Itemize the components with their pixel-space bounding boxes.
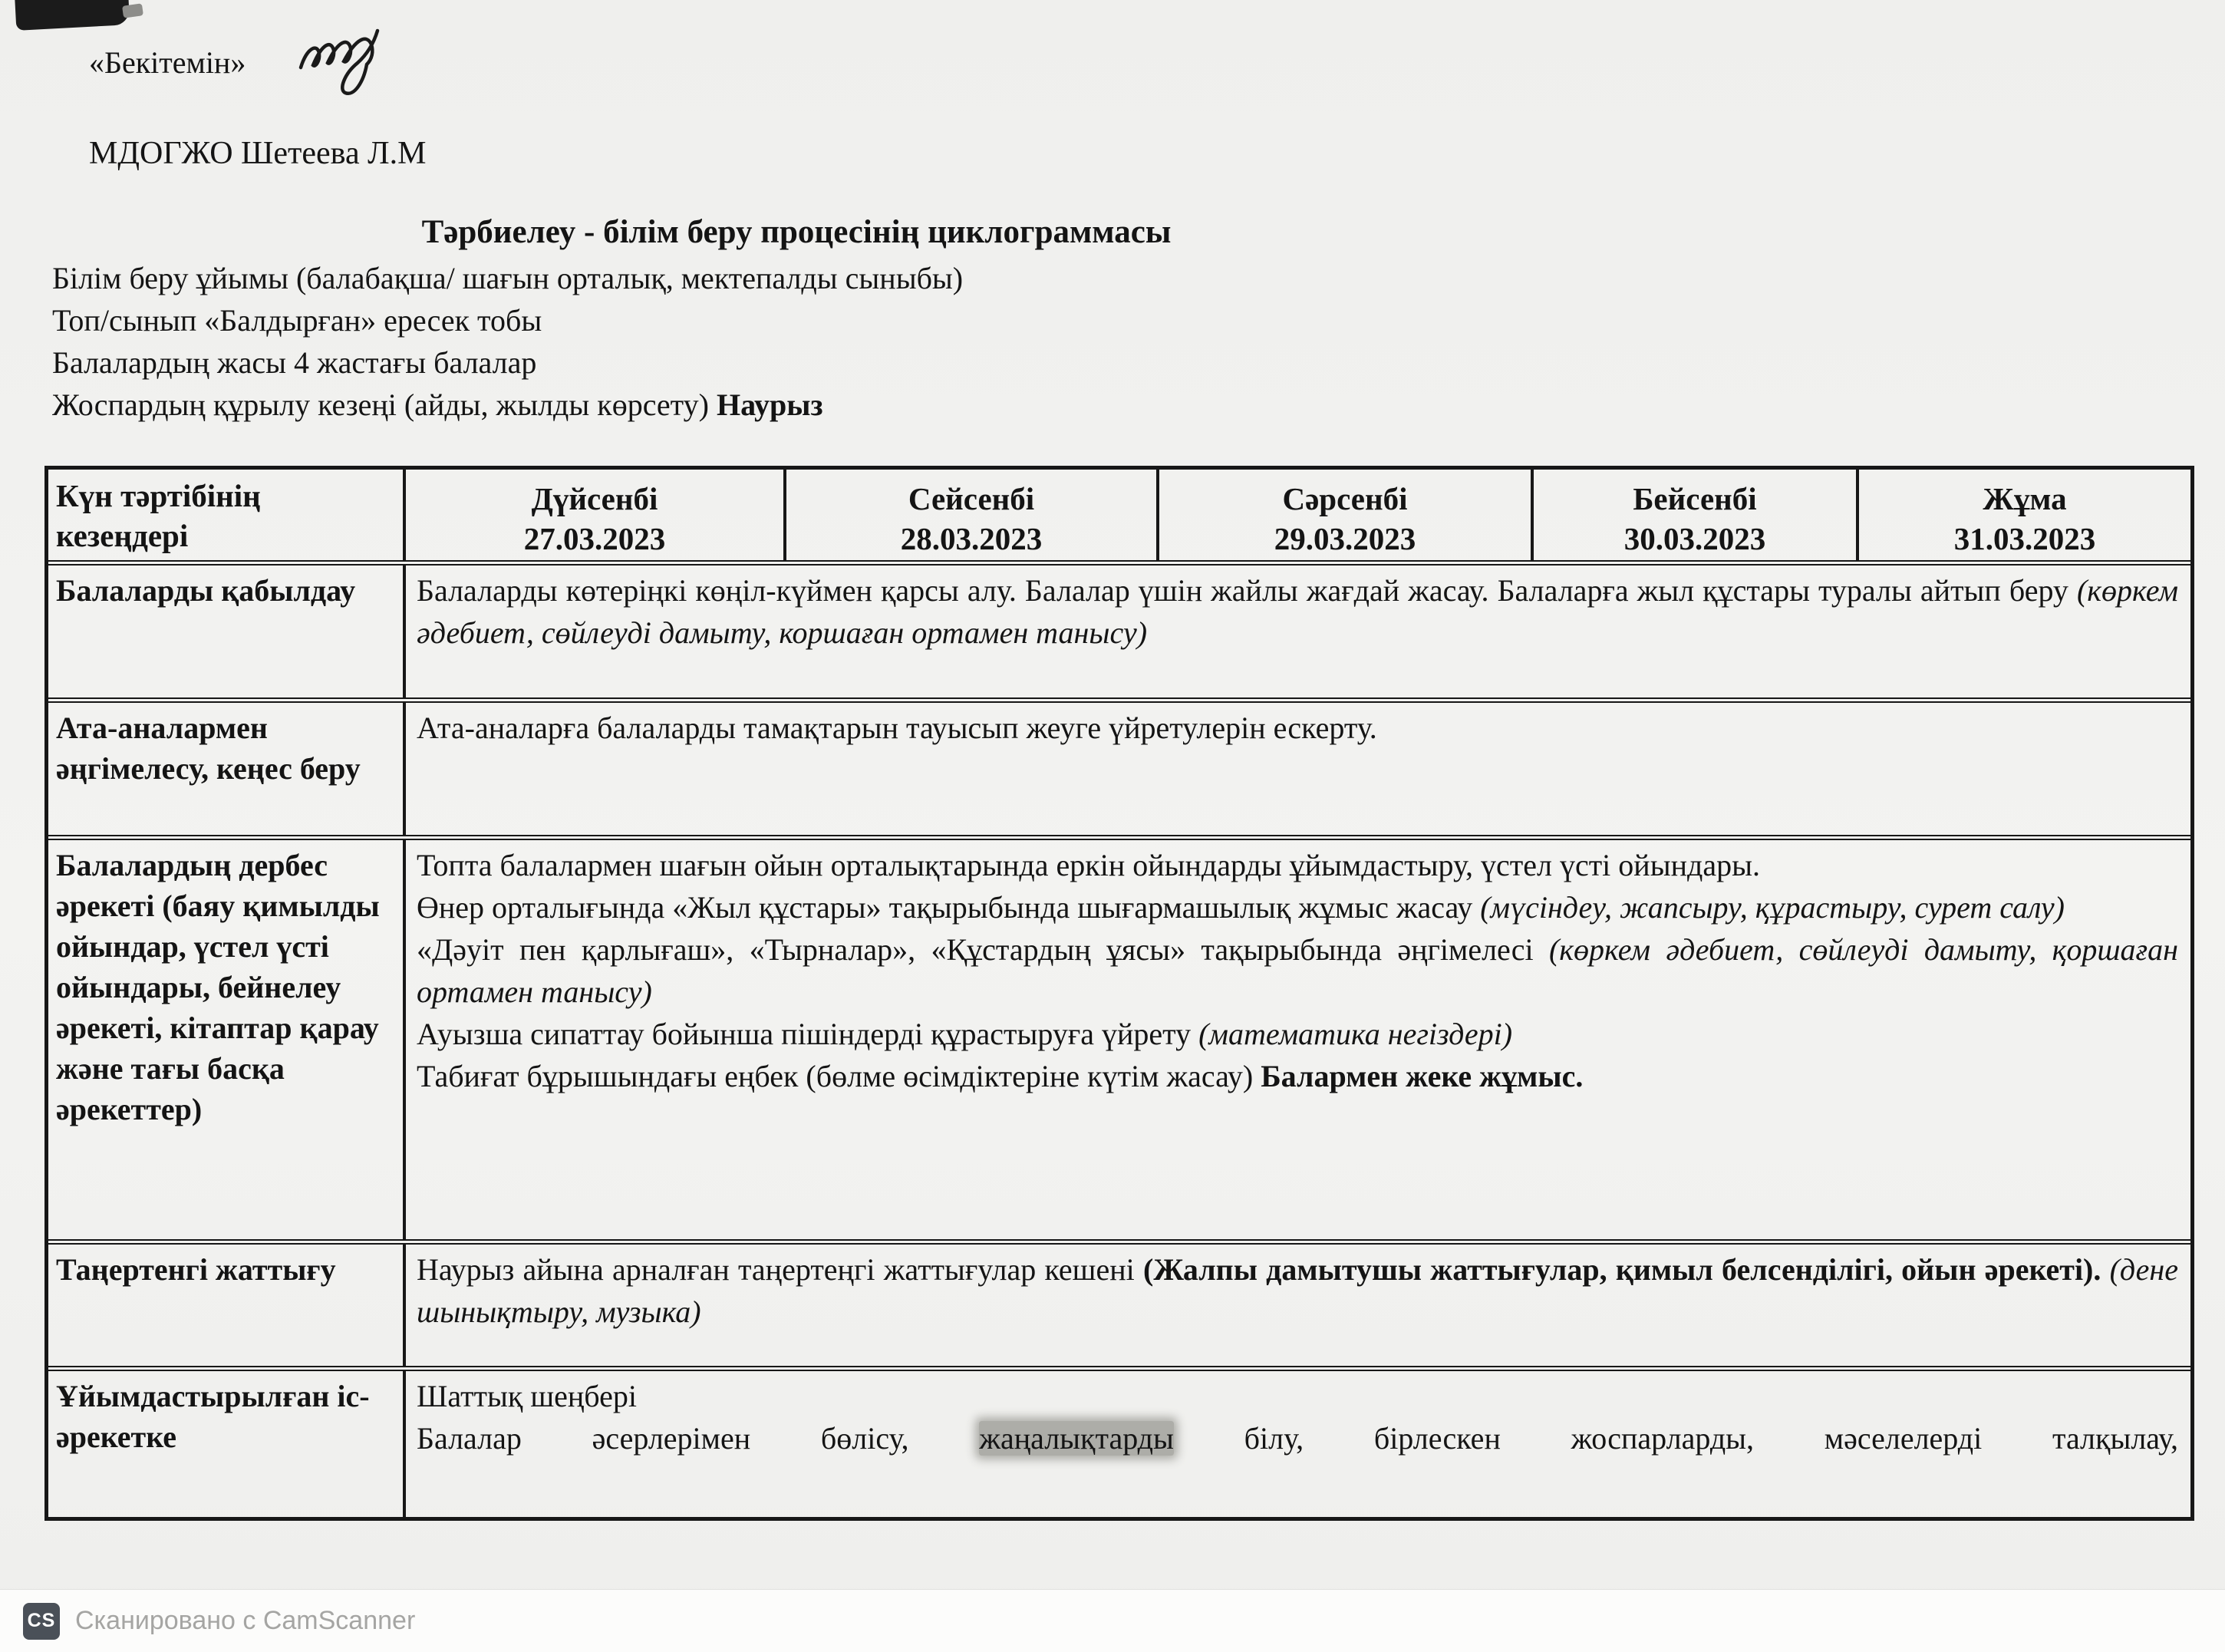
text-segment: (мүсіндеу, жапсыру, құрастыру, сурет салу) xyxy=(1480,890,2065,925)
text-segment: (дене шынықтыру, музыка) xyxy=(417,1252,2179,1329)
header-period-cell: Күн тәртібінің кезеңдері xyxy=(48,470,406,560)
document-title: Тәрбиелеу - білім беру процесінің циклограммасы xyxy=(421,214,1172,250)
header-day-cell-thursday xyxy=(1534,470,1859,560)
table-header-row xyxy=(48,470,2190,566)
period-cell: Балалардың дербес әрекеті (баяу қимылды ойындар, үстел үсті ойындары, бейнелеу әрекеті, кітаптар қарау және тағы басқа әрекеттер) xyxy=(48,840,406,1239)
text-segment: Балалар әсерлерімен бөлісу, xyxy=(417,1421,980,1456)
day-name: Дүйсенбі xyxy=(531,481,658,516)
content-cell xyxy=(406,1371,2190,1517)
text-segment: Ата-аналарға балаларды тамақтарын тауысып жеуге үйретулерін ескерту. xyxy=(417,711,1377,745)
camscanner-caption: Сканировано с CamScanner xyxy=(75,1606,416,1635)
table-row-child-intake xyxy=(48,566,2190,703)
text-segment: (математика негіздері) xyxy=(1198,1017,1513,1051)
text-segment: білу, бірлескен жоспарларды, мәселелерді талқылау, xyxy=(1173,1421,2179,1456)
scan-artifact-mark xyxy=(15,0,130,31)
day-date: 30.03.2023 xyxy=(1623,521,1766,556)
text-line xyxy=(417,1375,2178,1417)
text-segment: Табиғат бұрышындағы еңбек (бөлме өсімдіктеріне күтім жасау) xyxy=(417,1059,1261,1093)
content-cell xyxy=(406,1245,2190,1366)
text-segment: Топ/сынып «Балдырған» ересек тобы xyxy=(52,303,542,338)
text-segment: жаңалықтарды xyxy=(979,1421,1174,1456)
day-date: 27.03.2023 xyxy=(523,521,666,556)
day-date: 31.03.2023 xyxy=(1953,521,2096,556)
camscanner-footer-bar xyxy=(0,1589,2225,1652)
text-segment: Балалардың жасы 4 жастағы балалар xyxy=(52,345,537,380)
text-line xyxy=(52,341,2193,384)
text-line xyxy=(52,257,2193,299)
text-line xyxy=(417,928,2178,1013)
text-segment: Жоспардың құрылу кезеңі (айды, жылды көрсету) xyxy=(52,387,717,422)
document-content xyxy=(44,28,2193,1521)
day-date: 29.03.2023 xyxy=(1274,521,1416,556)
text-segment: Өнер орталығында «Жыл құстары» тақырыбында шығармашылық жұмыс жасау xyxy=(417,890,1481,925)
organization-name: МДОГЖО Шетеева Л.М xyxy=(89,136,427,171)
text-line xyxy=(417,1013,2178,1055)
text-segment: Наурыз айына арналған таңертеңгі жаттығулар кешені xyxy=(417,1252,1143,1287)
day-name: Жұма xyxy=(1983,481,2067,516)
text-segment: Балармен жеке жұмыс. xyxy=(1261,1059,1584,1093)
table-row-organized-activity xyxy=(48,1371,2190,1517)
period-cell: Балаларды қабылдау xyxy=(48,566,406,697)
period-cell: Ұйымдастырылған іс-әрекетке xyxy=(48,1371,406,1517)
text-line xyxy=(417,569,2178,654)
document-info-lines xyxy=(52,257,2193,426)
camscanner-badge-icon: CS xyxy=(23,1603,60,1640)
day-name: Сейсенбі xyxy=(908,481,1035,516)
text-segment: (көркем әдебиет, сөйлеуді дамыту, қоршаған ортамен танысу) xyxy=(417,932,2178,1009)
text-segment: Топта балалармен шағын ойын орталықтарында еркін ойындарды ұйымдастыру, үстел үсті ойындары. xyxy=(417,848,1760,882)
text-line xyxy=(417,844,2178,886)
text-line xyxy=(52,299,2193,341)
schedule-table xyxy=(44,466,2194,1521)
text-segment: (Жалпы дамытушы жаттығулар, қимыл белсенділігі, ойын әрекеті). xyxy=(1143,1252,2110,1287)
approval-label: «Бекітемін» xyxy=(89,45,246,80)
text-segment: «Дәуіт пен қарлығаш», «Тырналар», «Құстардың ұясы» тақырыбында әңгімелесі xyxy=(417,932,1549,967)
signature-scribble-icon xyxy=(296,17,457,109)
text-line xyxy=(417,886,2178,928)
day-date: 28.03.2023 xyxy=(900,521,1043,556)
period-cell: Ата-аналармен әңгімелесу, кеңес беру xyxy=(48,703,406,835)
day-name: Сәрсенбі xyxy=(1282,481,1408,516)
table-row-independent-activity xyxy=(48,840,2190,1245)
approval-row xyxy=(89,28,2193,101)
header-day-cell-friday xyxy=(1859,470,2190,560)
header-day-cell-wednesday xyxy=(1159,470,1534,560)
text-segment: (көркем әдебиет, сөйлеуді дамыту, коршаған ортамен танысу) xyxy=(417,573,2178,650)
content-cell xyxy=(406,703,2190,835)
content-cell xyxy=(406,566,2190,697)
content-cell xyxy=(406,840,2190,1239)
text-segment: Шаттық шеңбері xyxy=(417,1379,637,1413)
text-segment: Балаларды көтеріңкі көңіл-күймен қарсы алу. Балалар үшін жайлы жағдай жасау. Балаларға жыл құстары туралы айтып беру xyxy=(417,573,2077,608)
period-cell: Таңертенгі жаттығу xyxy=(48,1245,406,1366)
table-row-parent-talks xyxy=(48,703,2190,840)
header-day-cell-tuesday xyxy=(786,470,1159,560)
text-line xyxy=(417,707,2178,749)
scan-artifact-mark-small xyxy=(122,3,143,18)
header-day-cell-monday xyxy=(406,470,786,560)
text-segment: Наурыз xyxy=(716,387,823,422)
text-line xyxy=(417,1417,2178,1459)
text-line xyxy=(52,384,2193,426)
text-line xyxy=(417,1248,2178,1333)
text-segment: Ауызша сипаттау бойынша пішіндерді құрастыруға үйрету xyxy=(417,1017,1199,1051)
text-segment: Білім беру ұйымы (балабақша/ шағын орталық, мектепалды сыныбы) xyxy=(52,261,964,295)
table-row-morning-exercise xyxy=(48,1245,2190,1371)
day-name: Бейсенбі xyxy=(1633,481,1757,516)
text-line xyxy=(417,1055,2178,1097)
